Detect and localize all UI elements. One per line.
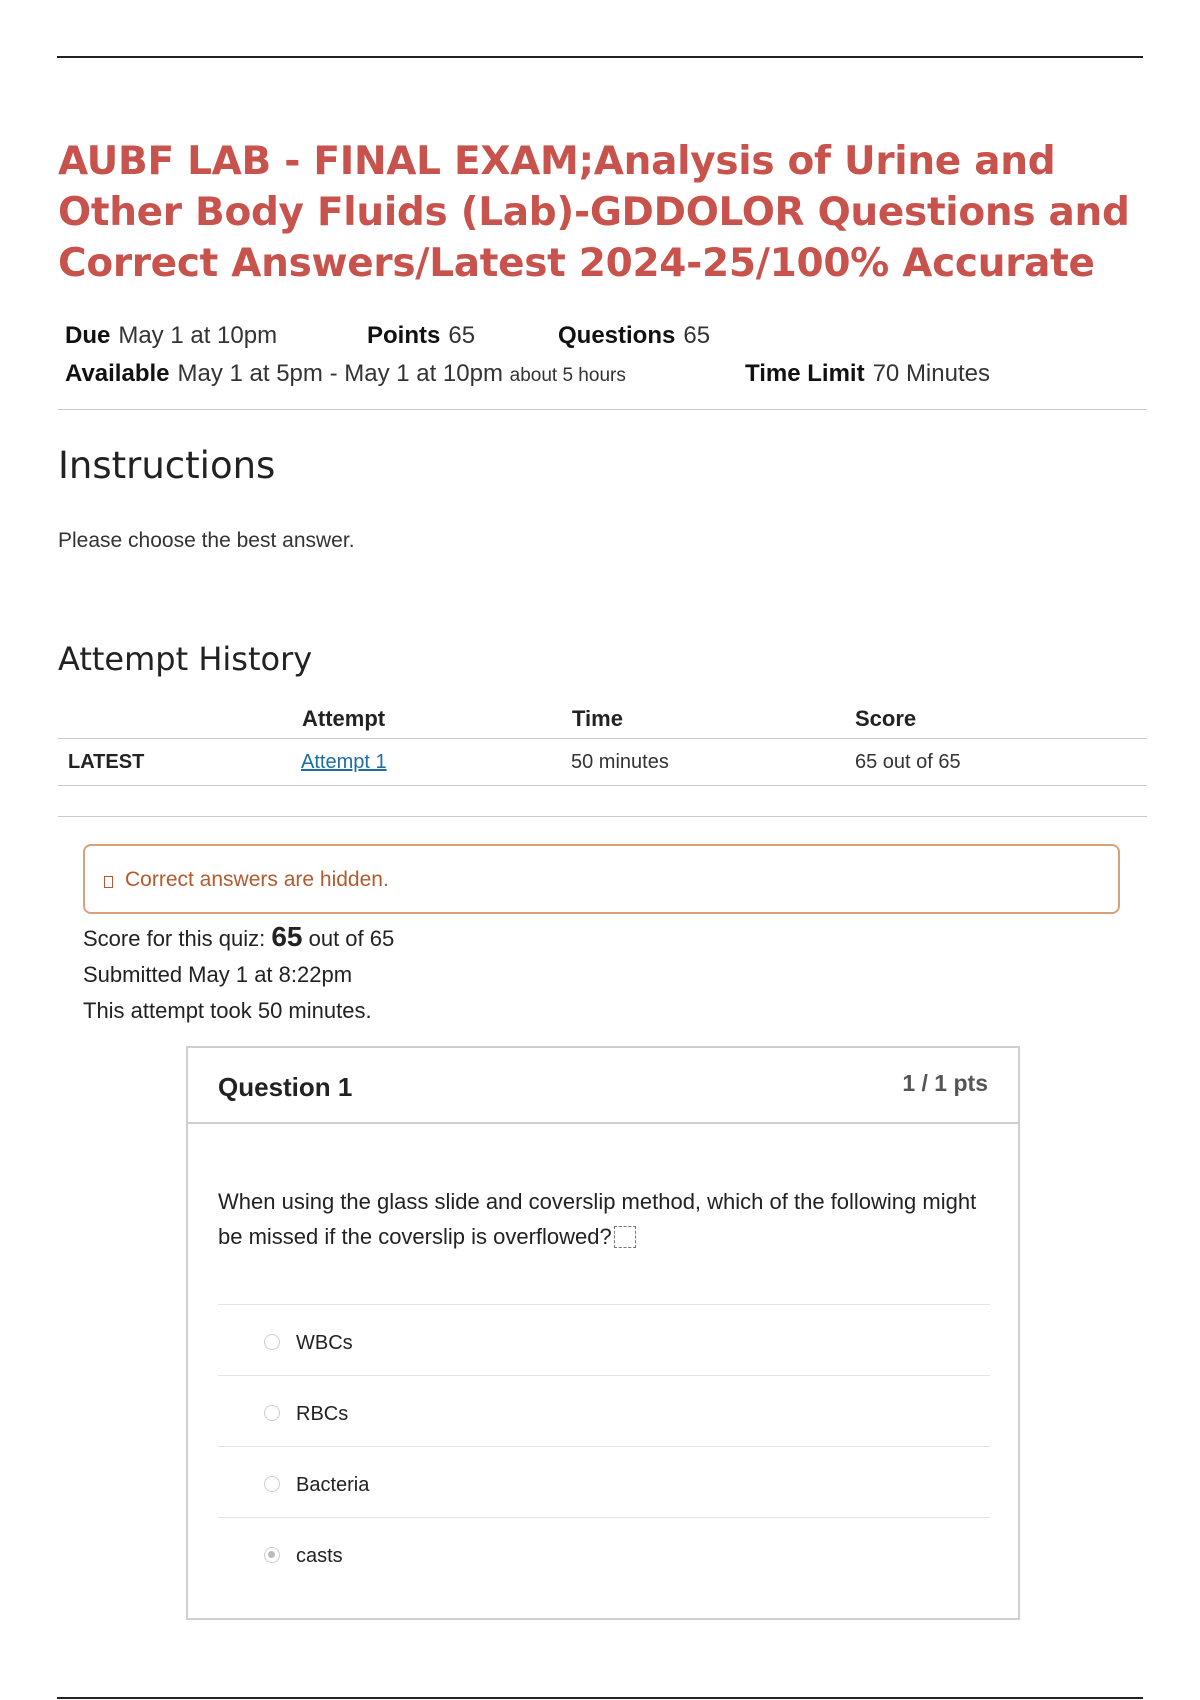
column-header-attempt: Attempt: [302, 706, 386, 731]
instructions-heading: Instructions: [58, 444, 276, 487]
answer-label: WBCs: [296, 1332, 353, 1354]
attempt-score: 65 out of 65: [855, 751, 961, 773]
questions-field: [558, 322, 710, 350]
separator-glyph-icon: [614, 1226, 636, 1248]
due-field: [65, 322, 277, 350]
available-value: May 1 at 5pm - May 1 at 10pm: [177, 360, 503, 387]
score-suffix: out of 65: [308, 926, 395, 951]
due-label: Due: [65, 322, 111, 349]
radio-button-icon[interactable]: [264, 1334, 280, 1350]
table-row-divider: [58, 785, 1147, 786]
available-field: [65, 360, 626, 388]
answer-divider: [218, 1517, 990, 1518]
time-limit-value: 70 Minutes: [872, 360, 990, 387]
score-prefix: Score for this quiz:: [83, 926, 266, 951]
score-value: 65: [271, 921, 303, 952]
question-title: Question 1: [218, 1072, 353, 1102]
correct-answers-hidden-notice: [83, 844, 1120, 914]
radio-button-selected-icon[interactable]: [264, 1547, 280, 1563]
points-field: [367, 322, 475, 350]
page-title: AUBF LAB - FINAL EXAM;Analysis of Urine and Other Body Fluids (Lab)-GDDOLOR Questions and Correct Answers/Latest 2024-25/100% Accurate: [58, 139, 1130, 286]
latest-label: LATEST: [68, 751, 145, 773]
question-card: [186, 1046, 1020, 1620]
column-header-score: Score: [855, 706, 917, 731]
time-limit-label: Time Limit: [745, 360, 865, 387]
quiz-score: [83, 921, 394, 953]
question-text-body: When using the glass slide and coverslip method, which of the following might be missed if the coverslip is overflowed?: [218, 1189, 977, 1249]
attempt-duration-text: This attempt took 50 minutes.: [83, 998, 372, 1023]
available-note: about 5 hours: [509, 365, 626, 386]
answer-divider: [218, 1446, 990, 1447]
questions-label: Questions: [558, 322, 676, 349]
answer-label: RBCs: [296, 1403, 349, 1425]
submitted-text: Submitted May 1 at 8:22pm: [83, 962, 353, 987]
table-header-divider: [58, 738, 1147, 739]
points-label: Points: [367, 322, 441, 349]
radio-button-icon[interactable]: [264, 1405, 280, 1421]
attempt-1-link[interactable]: Attempt 1: [301, 751, 387, 773]
question-points: 1 / 1 pts: [902, 1070, 988, 1096]
due-value: May 1 at 10pm: [118, 322, 278, 349]
notice-text: Correct answers are hidden.: [125, 868, 389, 891]
question-header: [188, 1048, 1018, 1124]
top-rule: [57, 56, 1143, 58]
column-header-time: Time: [572, 706, 623, 731]
question-text: [218, 1184, 978, 1254]
questions-value: 65: [683, 322, 711, 349]
attempt-history-heading: Attempt History: [58, 640, 313, 678]
attempt-time: 50 minutes: [571, 751, 669, 773]
bottom-rule: [57, 1697, 1143, 1699]
table-bottom-divider: [58, 816, 1147, 817]
answer-divider: [218, 1304, 990, 1305]
answer-label: Bacteria: [296, 1474, 370, 1496]
meta-divider: [58, 409, 1147, 410]
answer-label: casts: [296, 1545, 343, 1567]
points-value: 65: [448, 322, 476, 349]
time-limit-field: [745, 360, 990, 388]
info-icon: [104, 876, 113, 888]
instructions-text: Please choose the best answer.: [58, 529, 355, 552]
radio-button-icon[interactable]: [264, 1476, 280, 1492]
available-label: Available: [65, 360, 170, 387]
answer-divider: [218, 1375, 990, 1376]
